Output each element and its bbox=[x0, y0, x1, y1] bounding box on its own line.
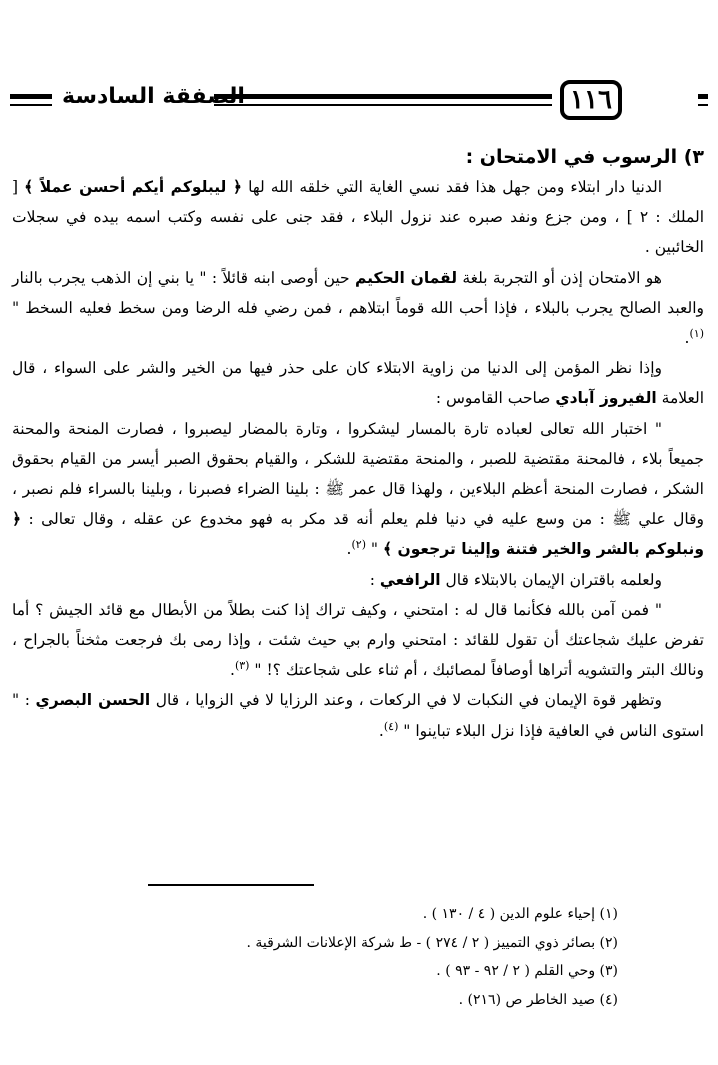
paragraph-4 bbox=[12, 414, 704, 565]
footnote-3: (٣) وحي القلم ( ٢ / ٩٢ - ٩٣ ) . bbox=[436, 963, 618, 979]
header-rule-right-thin bbox=[698, 104, 708, 106]
paragraph-3 bbox=[12, 353, 704, 413]
person-name: الحسن البصري bbox=[35, 691, 151, 710]
text-run: ولعلمه باقتران الإيمان بالابتلاء قال bbox=[440, 570, 662, 589]
quran-verse: ﴿ ليبلوكم أيكم أحسن عملاً ﴾ bbox=[24, 178, 243, 196]
text-run: وإذا نظر المؤمن إلى الدنيا من زاوية الابتلاء كان على حذر فيها من الخير والشر على السواء ، قال العلامة bbox=[12, 359, 704, 408]
footnote-ref[interactable]: (٢) bbox=[351, 538, 366, 552]
text-run: . bbox=[684, 329, 690, 348]
footnote-separator bbox=[148, 884, 314, 886]
text-run: : bbox=[369, 570, 380, 589]
paragraph-5 bbox=[12, 565, 704, 595]
person-name: الفيروز آبادي bbox=[555, 389, 657, 408]
text-run: " اختبار الله تعالى لعباده تارة بالمسار ليشكروا ، وتارة بالمضار ليصبروا ، فصارت المنحة والمحنة جميعاً بلاء ، فالمحنة مقتضية للصبر ، والمنحة مقتضية للشكر ، والقيام بحقوق الصبر أيسر من القيام بحقوق الشكر ، فصارت المنحة أعظم البلاءين ، ولهذا قال عمر ﷺ : بلينا الضراء فصبرنا ، وبلينا بالسراء فلم نصبر ، وقال علي ﷺ : من وسع عليه في دنيا فلم يعلم أنه قد مكر به فهو مخدوع عن عقله ، وقال تعالى : bbox=[12, 419, 704, 529]
text-run: الدنيا دار ابتلاء ومن جهل هذا فقد نسي الغاية التي خلقه الله لها bbox=[242, 178, 663, 196]
footnote-4: (٤) صيد الخاطر ص (٢١٦) . bbox=[458, 991, 618, 1008]
text-run: " فمن آمن بالله فكأنما قال له : امتحني ، وكيف تراك إذا كنت بطلاً من الأبطال مع قائد الجيش ؟ أما تفرض عليك شجاعتك أن تقول للقائد : امتحني وارم بي حيث شئت ، وإذا رمى بك فرجعت مثخناً بالجراح ، ونالك البتر والتشويه أتراها أوصافاً لمصائبك ، أم ثناء على شجاعتك ؟! " bbox=[12, 600, 704, 680]
person-name: لقمان الحكيم bbox=[354, 268, 458, 287]
text-run: هو الامتحان إذن أو التجربة بلغة bbox=[457, 268, 662, 287]
text-run: [ الملك : ٢ ] ، ومن جزع ونفد صبره عند نزول البلاء ، فقد جنى على نفسه وكتب اسمه بيده في سجلات الخائبين . bbox=[12, 178, 705, 257]
text-run: : " استوى الناس في العافية فإذا نزل البلاء تباينوا " bbox=[12, 691, 704, 740]
footnote-ref[interactable]: (٣) bbox=[234, 659, 250, 673]
paragraph-2 bbox=[12, 263, 704, 354]
paragraph-1 bbox=[12, 172, 704, 263]
page-header bbox=[10, 78, 708, 124]
header-rule-middle-thick bbox=[214, 94, 552, 99]
footnotes bbox=[98, 900, 618, 1014]
person-name: الرافعي bbox=[379, 570, 441, 589]
header-rule-middle-thin bbox=[214, 104, 552, 106]
text-run: حين أوصى ابنه قائلاً : " يا بني إن الذهب يجرب بالنار والعبد الصالح يجرب بالبلاء ، فإذا أحب الله قوماً ابتلاهم ، فمن رضي فله الرضا ومن سخط فعليه السخط " bbox=[12, 268, 704, 317]
paragraph-6 bbox=[12, 595, 704, 686]
quran-verse: ﴿ ونبلوكم بالشر والخير فتنة وإلينا ترجعون ﴾ bbox=[12, 510, 704, 559]
footnote-2: (٢) بصائر ذوي التمييز ( ٢ / ٢٧٤ ) - ط شركة الإعلانات الشرقية . bbox=[246, 934, 618, 951]
text-run: . bbox=[230, 661, 235, 680]
paragraph-7 bbox=[12, 685, 704, 745]
text-run: وتظهر قوة الإيمان في النكبات لا في الركعات ، وعند الرزايا لا في الزوايا ، قال bbox=[150, 691, 662, 710]
footnote-ref[interactable]: (١) bbox=[689, 326, 704, 340]
header-rule-left-thin bbox=[10, 104, 52, 106]
text-run: " bbox=[366, 540, 383, 559]
text-run: صاحب القاموس : bbox=[435, 389, 556, 408]
text-run: . bbox=[378, 721, 384, 740]
footnote-1: (١) إحياء علوم الدين ( ٤ / ١٣٠ ) . bbox=[422, 906, 618, 922]
header-rule-right-thick bbox=[698, 94, 708, 99]
running-title: الصفقة السادسة bbox=[62, 84, 245, 109]
main-text bbox=[12, 144, 704, 746]
page-number: ١١٦ bbox=[560, 80, 622, 120]
text-run: . bbox=[346, 540, 352, 559]
header-rule-left-thick bbox=[10, 94, 52, 99]
footnote-ref[interactable]: (٤) bbox=[383, 719, 399, 733]
section-title: ٣) الرسوب في الامتحان : bbox=[465, 146, 704, 168]
